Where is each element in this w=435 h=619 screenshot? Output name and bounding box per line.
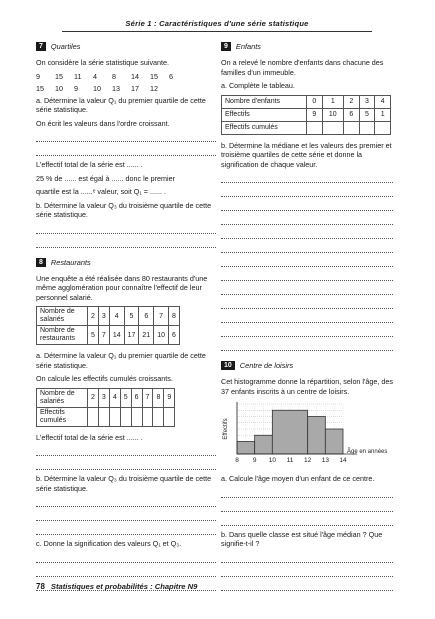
series-value: 14 [131, 71, 139, 81]
page-footer [36, 582, 197, 591]
x-tick-label: 11 [286, 457, 294, 464]
section-number: 7 [36, 42, 46, 51]
answer-line[interactable] [36, 567, 216, 577]
row-label: Nombre d'enfants [222, 95, 307, 108]
section-number: 10 [221, 361, 235, 370]
histogram-bar [272, 410, 307, 454]
s7-order-text: On écrit les valeurs dans l'ordre croissant. [36, 118, 170, 128]
empty-cell[interactable] [98, 407, 109, 426]
answer-line[interactable] [221, 187, 393, 197]
answer-line[interactable] [221, 299, 393, 309]
empty-cell[interactable] [109, 407, 120, 426]
row-label: Effectifs [222, 108, 307, 121]
histogram-bar [308, 417, 326, 455]
empty-cell[interactable] [153, 407, 164, 426]
cell: 6 [131, 388, 142, 407]
cell: 2 [88, 388, 99, 407]
cell: 3 [98, 388, 109, 407]
section-title: Quartiles [50, 42, 81, 51]
series-value: 17 [131, 83, 139, 93]
cell: 10 [322, 108, 343, 121]
answer-line[interactable] [221, 553, 393, 563]
answer-line[interactable] [221, 257, 393, 267]
s8-table-cumul [36, 388, 175, 427]
answer-line[interactable] [36, 238, 216, 248]
series-value: 8 [112, 71, 116, 81]
cell: 1 [375, 108, 391, 121]
section-number: 8 [36, 258, 46, 267]
cell: 0 [307, 95, 323, 108]
s8-question-a: a. Détermine la valeur Q₁ du premier quartile de cette série statistique. [36, 351, 206, 370]
series-value: 10 [93, 83, 101, 93]
answer-line[interactable] [221, 581, 393, 591]
section-7-heading [36, 42, 216, 51]
answer-line[interactable] [221, 271, 393, 281]
series-value: 15 [36, 83, 44, 93]
section-title: Enfants [235, 42, 261, 51]
cell: 6 [343, 108, 359, 121]
s8-intro: Une enquête a été réalisée dans 80 restaurants d'une même agglomération pour connaître l'effectif de leur personnel salarié. [36, 273, 208, 302]
section-number: 9 [221, 42, 231, 51]
cell: 10 [154, 326, 169, 345]
answer-line[interactable] [36, 224, 216, 234]
empty-cell[interactable] [164, 407, 175, 426]
section-9-heading [221, 42, 393, 51]
cell: 5 [120, 388, 131, 407]
s8-table-salaries [36, 306, 180, 345]
cell: 17 [124, 326, 139, 345]
cell: 4 [109, 307, 124, 326]
answer-line[interactable] [221, 229, 393, 239]
series-value: 11 [74, 71, 82, 81]
answer-line[interactable] [221, 243, 393, 253]
empty-cell[interactable] [88, 407, 99, 426]
x-tick-label: 12 [304, 457, 312, 464]
empty-cell[interactable] [142, 407, 153, 426]
page-number: 78 [36, 582, 45, 591]
empty-cell[interactable] [131, 407, 142, 426]
answer-line[interactable] [36, 446, 216, 456]
cell: 5 [359, 108, 375, 121]
page-title: Série 1 : Caractéristiques d'une série statistique [125, 19, 309, 28]
answer-line[interactable] [36, 525, 216, 535]
x-tick-label: 9 [252, 457, 257, 464]
cell: 2 [88, 307, 99, 326]
cell: 7 [154, 307, 169, 326]
cell: 6 [139, 307, 154, 326]
cell: 21 [139, 326, 154, 345]
s8-question-c: c. Donne la signification des valeurs Q₁ et Q₃. [36, 539, 182, 548]
s7-series-row-2 [36, 84, 216, 93]
x-tick-label: 10 [268, 457, 276, 464]
y-axis-label: Effectifs [223, 418, 229, 440]
row-label: Effectifs cumulés [222, 121, 307, 134]
series-value: 4 [93, 71, 97, 81]
answer-line[interactable] [36, 132, 216, 142]
cell: 7 [98, 326, 109, 345]
histogram [221, 400, 393, 470]
histogram-bar [325, 429, 343, 454]
s8-question-b: b. Détermine la valeur Q₃ du troisième quartile de cette série statistique. [36, 474, 212, 493]
histogram-bar [237, 442, 255, 455]
page-header [62, 15, 372, 32]
cell: 9 [164, 388, 175, 407]
answer-line[interactable] [36, 553, 216, 563]
cell: 8 [153, 388, 164, 407]
x-axis-label: Âge en années [347, 449, 388, 455]
empty-cell[interactable] [307, 121, 323, 134]
s7-intro: On considère la série statistique suivante. [36, 58, 170, 67]
answer-line[interactable] [221, 313, 393, 323]
row-label: Nombre de salariés [37, 388, 88, 407]
cell: 4 [375, 95, 391, 108]
answer-line[interactable] [36, 460, 216, 470]
s10-question-b: b. Dans quelle classe est situé l'âge médian ? Que signifie-t-il ? [221, 529, 383, 548]
answer-line[interactable] [221, 173, 393, 183]
series-value: 9 [36, 71, 40, 81]
cell: 5 [88, 326, 99, 345]
answer-line[interactable] [36, 146, 216, 156]
histogram-bar [255, 435, 273, 454]
x-tick-label: 13 [321, 457, 329, 464]
right-column [221, 42, 393, 595]
s9-table [221, 95, 391, 135]
empty-cell[interactable] [120, 407, 131, 426]
cell: 14 [109, 326, 124, 345]
s8-effectif-text: L'effectif total de la série est ...... . [36, 432, 143, 442]
series-value: 6 [169, 71, 173, 81]
row-label: Nombre de restaurants [37, 326, 88, 345]
answer-line[interactable] [221, 201, 393, 211]
answer-line[interactable] [221, 567, 393, 577]
answer-line[interactable] [221, 516, 393, 526]
s9-intro: On a relevé le nombre d'enfants dans chacune des familles d'un immeuble. [221, 58, 384, 77]
s7-question-a: a. Détermine la valeur Q₁ du premier quartile de cette série statistique. [36, 95, 206, 114]
s10-question-a: a. Calcule l'âge moyen d'un enfant de ce centre. [221, 474, 375, 483]
section-title: Centre de loisirs [239, 361, 294, 370]
s7-percent-text: 25 % de ...... est égal à ...... donc le premier [36, 173, 176, 183]
series-value: 15 [55, 71, 63, 81]
answer-line[interactable] [221, 502, 393, 512]
answer-line[interactable] [221, 327, 393, 337]
cell: 2 [343, 95, 359, 108]
s7-effectif-text: L'effectif total de la série est ...... . [36, 160, 143, 169]
s7-q1-text: quartile est la ......ᵉ valeur, soit Q₁ = ...... . [36, 187, 166, 196]
series-value: 9 [74, 83, 78, 93]
cell: 9 [307, 108, 323, 121]
cell: 5 [124, 307, 139, 326]
empty-cell[interactable] [359, 121, 375, 134]
answer-line[interactable] [221, 488, 393, 498]
s9-question-a: a. Complète le tableau. [221, 81, 295, 90]
series-value: 12 [150, 83, 158, 93]
section-title: Restaurants [50, 257, 91, 267]
series-value: 15 [150, 71, 158, 81]
section-10-heading [221, 361, 393, 370]
empty-cell[interactable] [343, 121, 359, 134]
cell: 7 [142, 388, 153, 407]
cell: 3 [359, 95, 375, 108]
answer-line[interactable] [221, 341, 393, 351]
series-value: 13 [112, 83, 120, 93]
s9-question-b: b. Détermine la médiane et les valeurs des premier et troisième quartiles de cette série et donne la signification de chaque valeur. [221, 140, 392, 169]
answer-line[interactable] [221, 215, 393, 225]
cell: 4 [109, 388, 120, 407]
row-label: Nombre de salariés [37, 307, 88, 326]
answer-line[interactable] [36, 497, 216, 507]
empty-cell[interactable] [375, 121, 391, 134]
left-column [36, 42, 216, 595]
cell: 6 [169, 326, 180, 345]
cell: 1 [322, 95, 343, 108]
series-value: 10 [55, 83, 63, 93]
row-label: Effectifs cumulés [37, 407, 88, 426]
answer-line[interactable] [36, 511, 216, 521]
cell: 3 [98, 307, 109, 326]
section-8-heading [36, 258, 216, 267]
s10-intro: Cet histogramme donne la répartition, selon l'âge, des 37 enfants inscrits à un centre de loisirs. [221, 377, 393, 396]
x-tick-label: 14 [339, 457, 347, 464]
empty-cell[interactable] [322, 121, 343, 134]
answer-line[interactable] [221, 285, 393, 295]
s7-series-row-1 [36, 72, 216, 81]
cell: 8 [169, 307, 180, 326]
s7-question-b: b. Détermine la valeur Q₃ du troisième quartile de cette série statistique. [36, 200, 212, 219]
x-tick-label: 8 [235, 457, 239, 464]
footer-title: Statistiques et probabilités : Chapitre N9 [50, 582, 198, 591]
s8-cumul-text: On calcule les effectifs cumulés croissants. [36, 374, 173, 383]
histogram-svg [221, 400, 393, 470]
